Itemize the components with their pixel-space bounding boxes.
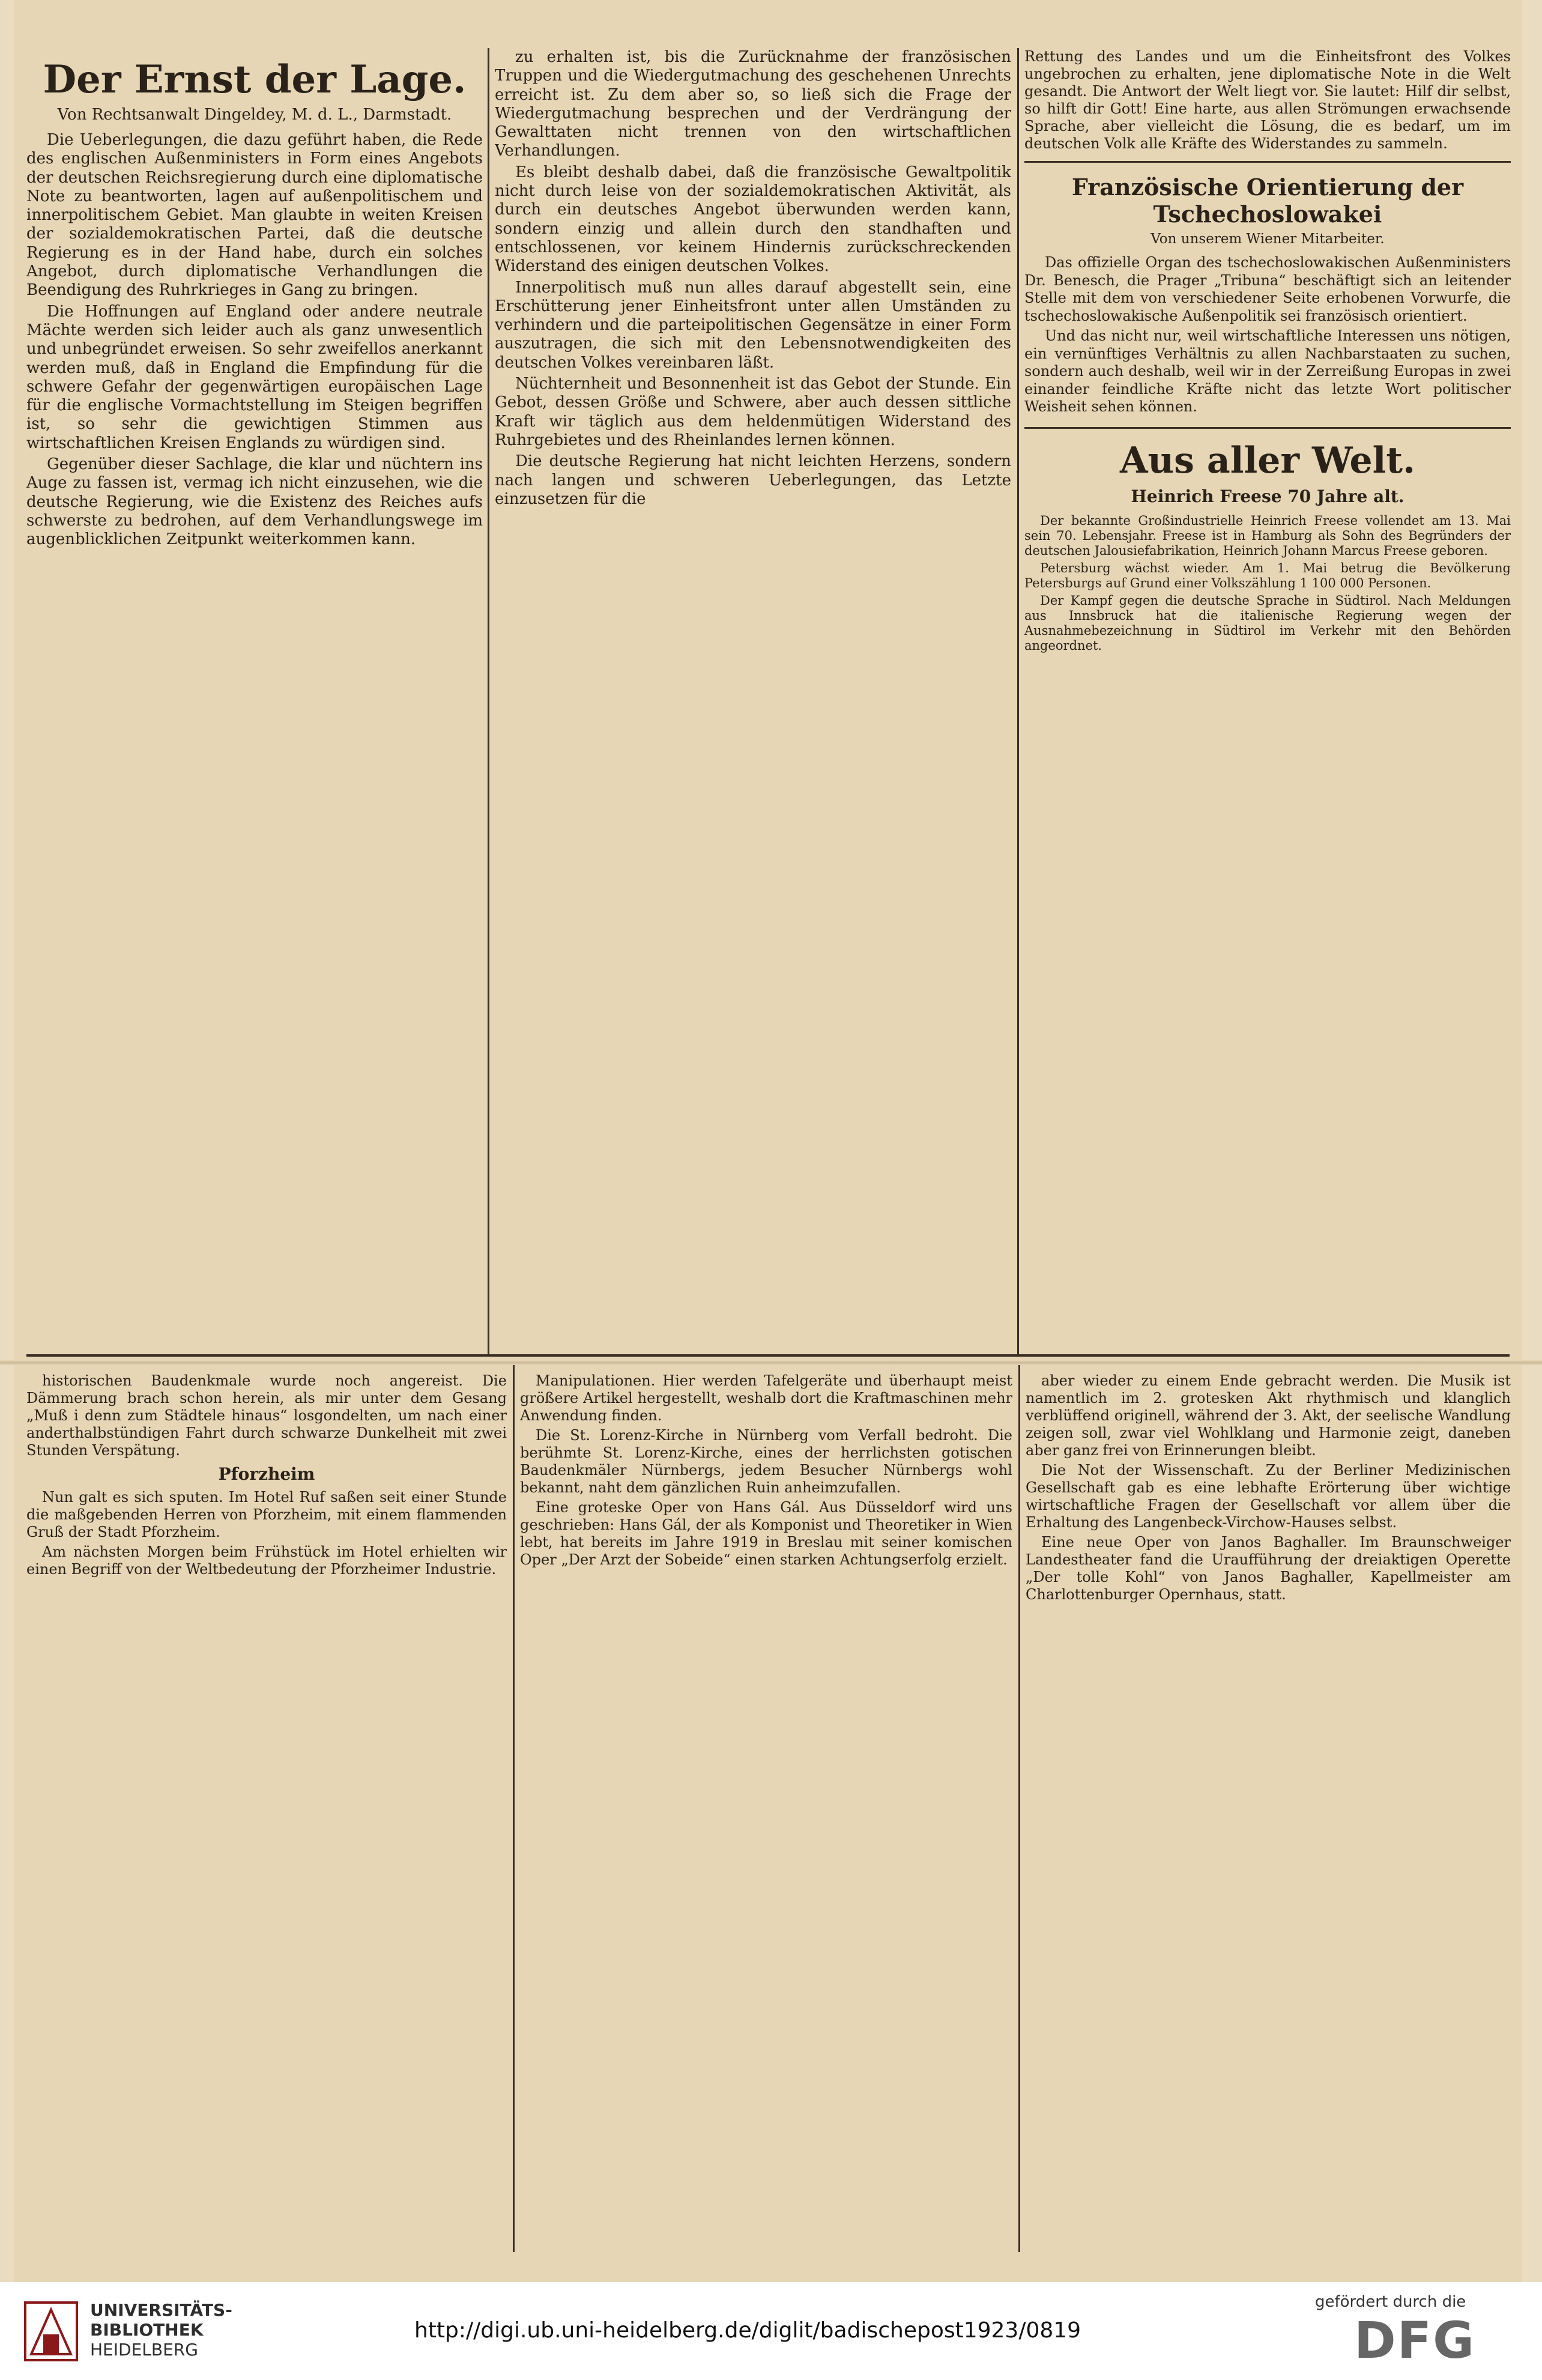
section-byline: Von unserem Wiener Mitarbeiter. (1150, 231, 1385, 247)
article-paragraph: Es bleibt deshalb dabei, daß die französische Gewaltpolitik nicht durch leise von der sozialdemokratischen Aktivität, als durch ein deutsches Angebot überwunden werden kann, sondern einzig und allein durch den standhaften und entschlossenen, vor keinem Hindernis zurückschreckenden Widerstand des einigen deutschen Volkes. (495, 163, 1011, 276)
feuilleton-body (1026, 1372, 1511, 1603)
document-url-link[interactable]: http://digi.ub.uni-heidelberg.de/diglit/badischepost1923/0819 (414, 2318, 1081, 2343)
article-title: Der Ernst der Lage. (43, 57, 467, 102)
section-divider (1024, 161, 1511, 163)
paper-fold (0, 1360, 1542, 1365)
feuilleton-rule (26, 1354, 1510, 1357)
article-paragraph: Nüchternheit und Besonnenheit ist das Gebot der Stunde. Ein Gebot, dessen Größe und Schwere, aber auch dessen sittliche Kraft wir täglich aus dem heldenmütigen Widerstand des Ruhrgebietes und des Rheinlandes lernen können. (495, 375, 1011, 449)
news-subtitle: Heinrich Freese 70 Jahre alt. (1131, 486, 1404, 506)
section-paragraph: Das offizielle Organ des tschechoslowakischen Außenministers Dr. Benesch, die Prager „Tribuna“ beschäftigt sich an leitender Stelle mit dem von verschiedener Seite erhobenen Vorwurfe, die tschechoslowakische Außenpolitik sei französisch orientiert. (1024, 254, 1511, 324)
lead-article (26, 57, 483, 1342)
section-body (1024, 254, 1511, 416)
feuilleton-middle (520, 1372, 1012, 2255)
right-intro: Rettung des Landes und um die Einheitsfront des Volkes ungebrochen zu erhalten, jene diplomatische Note in die Welt gesandt. Die Antwort der Welt liegt vor. Sie lautet: Hilf dir selbst, so hilft dir Gott! Eine harte, aus allen Strömungen erwachsende Sprache, aber vielleicht die Lösung, die es bedarf, um im deutschen Volk alle Kräfte des Widerstandes zu sammeln. (1024, 48, 1511, 152)
news-title: Aus aller Welt. (1119, 439, 1416, 482)
feuilleton-paragraph: Die St. Lorenz-Kirche in Nürnberg vom Verfall bedroht. Die berühmte St. Lorenz-Kirche, eines der herrlichsten gotischen Baudenkmäler Nürnbergs, jedem Besucher Nürnbergs wohl bekannt, naht dem gänzlichen Ruin anheimzufallen. (520, 1427, 1012, 1496)
feuilleton-left (26, 1372, 507, 2255)
article-body (26, 131, 483, 550)
article-paragraph: Die Ueberlegungen, die dazu geführt haben, die Rede des englischen Außenministers in Form eines Angebots der deutschen Reichsregierung durch eine diplomatische Note zu beantworten, lagen auf außenpolitischem und innerpolitischem Gebiet. Man glaubte in weiten Kreisen der sozialdemokratischen Partei, daß die deutsche Regierung es in der Hand habe, durch ein solches Angebot, durch diplomatische Verhandlungen die Beendigung des Ruhrkrieges in Gang zu bringen. (26, 131, 483, 300)
column-rule (1018, 1363, 1020, 2252)
dfg-logo[interactable]: DFG (1354, 2311, 1476, 2370)
news-paragraph: Der Kampf gegen die deutsche Sprache in Südtirol. Nach Meldungen aus Innsbruck hat die italienische Regierung wegen der Ausnahmebezeichnung in Südtirol im Verkehr mit den Behörden angeordnet. (1024, 593, 1511, 653)
news-body (1024, 513, 1511, 653)
feuilleton-paragraph: Nun galt es sich sputen. Im Hotel Ruf saßen seit einer Stunde die maßgebenden Herren von Pforzheim, mit einem flammenden Gruß der Stadt Pforzheim. (26, 1489, 507, 1540)
feuilleton-paragraph: Die Not der Wissenschaft. Zu der Berliner Medizinischen Gesellschaft gab es eine lebhafte Erörterung über wichtige wirtschaftliche Fragen der Gesellschaft vor allem über die Erhaltung des Langenbeck-Virchow-Hauses selbst. (1026, 1462, 1511, 1531)
feuilleton-paragraph: Eine groteske Oper von Hans Gál. Aus Düsseldorf wird uns geschrieben: Hans Gál, der als Komponist und Theoretiker in Wien lebt, hat bereits im Jahre 1919 in Breslau mit seiner komischen Oper „Der Arzt der Sobeide“ einen starken Achtungserfolg erzielt. (520, 1499, 1012, 1568)
library-name-line: BIBLIOTHEK (90, 2320, 204, 2340)
column-rule (513, 1363, 515, 2252)
feuilleton-body (520, 1372, 1012, 1569)
feuilleton-paragraph: Eine neue Oper von Janos Baghaller. Im Braunschweiger Landestheater fand die Uraufführung der dreiaktigen Operette „Der tolle Kohl“ von Janos Baghaller, Kapellmeister am Charlottenburger Opernhaus, statt. (1026, 1534, 1511, 1603)
article-byline: Von Rechtsanwalt Dingeldey, M. d. L., Darmstadt. (57, 106, 452, 124)
library-name-line: UNIVERSITÄTS- (90, 2300, 232, 2320)
feuilleton-paragraph: Manipulationen. Hier werden Tafelgeräte und überhaupt meist größere Artikel hergestellt, weshalb dort die Kraftmaschinen mehr Anwendung finden. (520, 1372, 1012, 1424)
newspaper-page (14, 0, 1522, 2282)
column-rule (488, 48, 489, 1354)
section-divider (1024, 427, 1511, 429)
feuilleton-paragraph: Am nächsten Morgen beim Frühstück im Hotel erhielten wir einen Begriff von der Weltbedeutung der Pforzheimer Industrie. (26, 1543, 507, 1578)
section-paragraph: Und das nicht nur, weil wirtschaftliche Interessen uns nötigen, ein vernünftiges Verhältnis zu allen Nachbarstaaten zu suchen, sondern auch deshalb, weil wir in der Zerreißung Europas in zwei einander feindliche Kräfte nicht das letzte Wort politischer Weisheit sehen können. (1024, 327, 1511, 415)
continuation-body (495, 48, 1011, 509)
feuilleton-body (26, 1372, 507, 1578)
article-paragraph: Die deutsche Regierung hat nicht leichten Herzens, sondern nach langen und schweren Ueberlegungen, das Letzte einzusetzen für die (495, 452, 1011, 508)
section-title: Französische Orientierung der Tschechoslowakei (1071, 174, 1464, 228)
feuilleton-paragraph: historischen Baudenkmale wurde noch angereist. Die Dämmerung brach schon herein, als mir unter dem Gesang „Muß i denn zum Städtele hinaus“ losgondelten, um nach einer anderthalbstündigen Fahrt durch schwarze Dunkelheit mit zwei Stunden Verspätung. (26, 1372, 507, 1459)
news-paragraph: Petersburg wächst wieder. Am 1. Mai betrug die Bevölkerung Petersburgs auf Grund einer Volkszählung 1 100 000 Personen. (1024, 560, 1511, 590)
library-name-line: HEIDELBERG (90, 2340, 198, 2360)
article-paragraph: zu erhalten ist, bis die Zurücknahme der französischen Truppen und die Wiedergutmachung des geschehenen Unrechts erreicht ist. Zu dem aber so, so ließ sich die Frage der Wiedergutmachung besprechen und der Verdrängung der Gewalttaten nicht trennen von den wirtschaftlichen Verhandlungen. (495, 48, 1011, 160)
library-emblem-icon (24, 2301, 78, 2361)
funding-note: gefördert durch die (1315, 2293, 1466, 2311)
column-rule (1017, 48, 1019, 1354)
feuilleton-right (1026, 1372, 1511, 2255)
library-logo[interactable] (24, 2299, 276, 2365)
right-column (1024, 48, 1511, 1345)
feuilleton-subtitle: Pforzheim (218, 1464, 315, 1484)
footer-bar (0, 2282, 1542, 2380)
article-continuation (495, 48, 1011, 1345)
feuilleton-paragraph: aber wieder zu einem Ende gebracht werden. Die Musik ist namentlich im 2. grotesken Akt rhythmisch und klanglich verblüffend originell, während der 3. Akt, der seelische Wandlung zeigen soll, zwar viel Wohlklang und Harmonie zeigt, daneben aber ganz frei von Erinnerungen bleibt. (1026, 1372, 1511, 1459)
news-paragraph: Der bekannte Großindustrielle Heinrich Freese vollendet am 13. Mai sein 70. Lebensjahr. Freese ist in Hamburg als Sohn des Begründers der deutschen Jalousiefabrikation, Heinrich Johann Marcus Freese geboren. (1024, 513, 1511, 558)
article-paragraph: Innerpolitisch muß nun alles darauf abgestellt sein, eine Erschütterung jener Einheitsfront unter allen Umständen zu verhindern und die parteipolitischen Gegensätze in einer Form auszutragen, die sich mit den Lebensnotwendigkeiten des deutschen Volkes vereinbaren läßt. (495, 278, 1011, 372)
article-paragraph: Gegenüber dieser Sachlage, die klar und nüchtern ins Auge zu fassen ist, vermag ich nicht einzusehen, wie die deutsche Regierung, wie die Existenz des Reiches aufs schwerste zu bedrohen, auf dem Verhandlungswege im augenblicklichen Zeitpunkt weiterkommen kann. (26, 455, 483, 549)
article-paragraph: Die Hoffnungen auf England oder andere neutrale Mächte werden sich leider auch als ganz unwesentlich und unbegründet erweisen. So sehr zweifellos anerkannt werden muß, daß in England die Empfindung für die schwere Gefahr der gegenwärtigen europäischen Lage für die englische Vormachtstellung im Steigen begriffen ist, so sehr die gewichtigen Stimmen aus wirtschaftlichen Kreisen Englands zu würdigen sind. (26, 302, 483, 452)
